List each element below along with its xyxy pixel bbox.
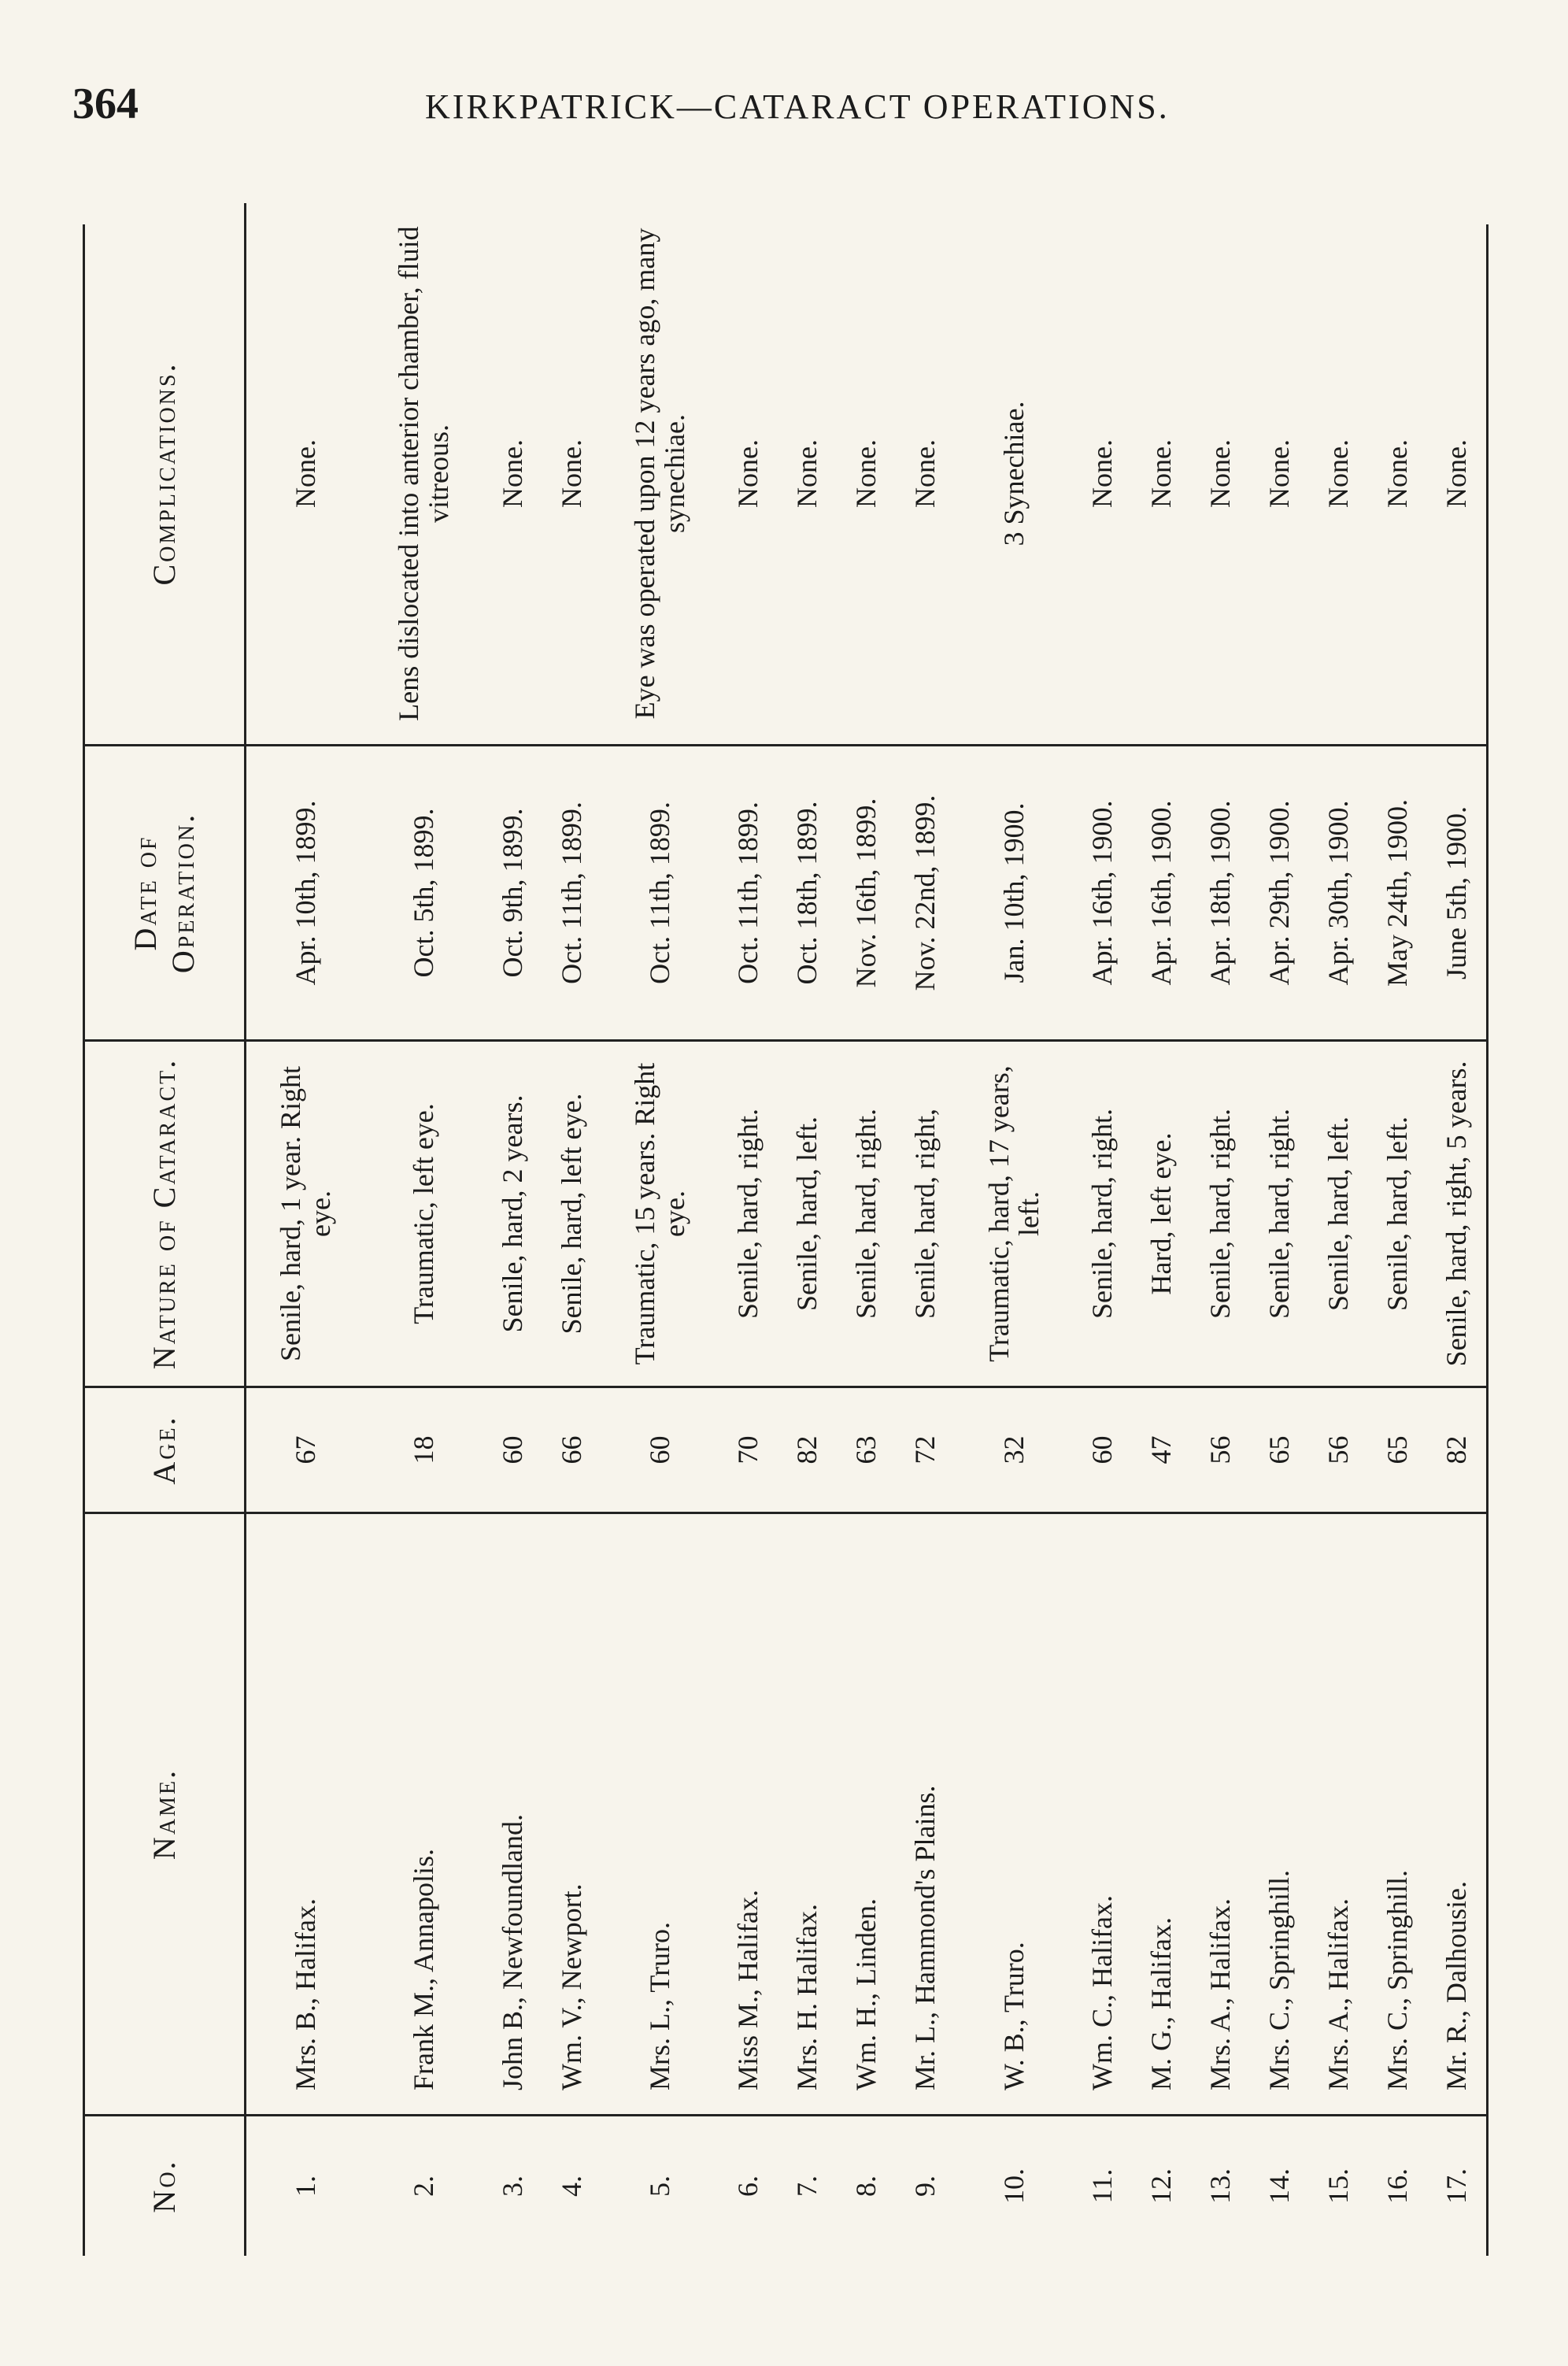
cell-nature: Senile, hard, left eye.	[542, 1041, 601, 1387]
cell-nature: Traumatic, left eye.	[365, 1041, 483, 1387]
cell-no: 6.	[732, 2175, 764, 2197]
cell-nature: Senile, hard, left.	[1309, 1041, 1368, 1387]
cell-date: Oct. 11th, 1899.	[542, 746, 601, 1041]
cell-nature: Senile, hard, right.	[719, 1041, 778, 1387]
table-row	[838, 203, 897, 2256]
cell-date: Apr. 18th, 1900.	[1191, 746, 1250, 1041]
cell-nature: Hard, left eye.	[1132, 1041, 1191, 1387]
cell-age: 18	[365, 1387, 483, 1513]
table-row	[1368, 203, 1427, 2256]
cell-age: 60	[1073, 1387, 1132, 1513]
running-head: KIRKPATRICK—CATARACT OPERATIONS.	[425, 87, 1170, 126]
cell-complications: None.	[246, 203, 366, 746]
cataract-operations-table	[83, 224, 1488, 2256]
cell-age: 65	[1368, 1387, 1427, 1513]
cell-nature: Senile, hard, right.	[1250, 1041, 1309, 1387]
cell-complications: None.	[1368, 203, 1427, 746]
cell-name: John B., Newfoundland.	[483, 1513, 542, 2116]
cell-name: Mrs. H. Halifax.	[778, 1513, 838, 2116]
cell-date: May 24th, 1900.	[1368, 746, 1427, 1041]
table-row	[1191, 203, 1250, 2256]
table-row	[1073, 203, 1132, 2256]
cell-age: 32	[956, 1387, 1074, 1513]
cell-age: 63	[838, 1387, 897, 1513]
table-row	[365, 203, 483, 2256]
table-row	[1132, 203, 1191, 2256]
cell-nature: Senile, hard, right.	[838, 1041, 897, 1387]
cell-complications: None.	[483, 203, 542, 746]
cell-age: 60	[483, 1387, 542, 1513]
table-body	[246, 203, 1487, 2256]
cell-complications: None.	[1191, 203, 1250, 746]
cell-no: 10.	[997, 2168, 1030, 2204]
cell-date: Apr. 29th, 1900.	[1250, 746, 1309, 1041]
header-date-line2: Operation.	[165, 812, 201, 974]
cell-no: 15.	[1322, 2168, 1354, 2204]
cell-no: 12.	[1145, 2168, 1177, 2204]
cell-nature: Senile, hard, right.	[1073, 1041, 1132, 1387]
table-row	[897, 203, 956, 2256]
cell-complications: None.	[778, 203, 838, 746]
page-number: 364	[72, 80, 139, 128]
table-row	[1427, 203, 1486, 2256]
cell-age: 82	[778, 1387, 838, 1513]
cell-no: 2.	[408, 2175, 440, 2197]
cell-name: Mrs. A., Halifax.	[1191, 1513, 1250, 2116]
cell-age: 47	[1132, 1387, 1191, 1513]
table-row	[601, 203, 719, 2256]
cell-date: Apr. 16th, 1900.	[1132, 746, 1191, 1041]
cell-complications: None.	[542, 203, 601, 746]
cell-complications: 3 Synechiae.	[956, 203, 1074, 746]
cell-age: 67	[246, 1387, 366, 1513]
cell-no: 9.	[909, 2175, 941, 2197]
cell-date: Nov. 16th, 1899.	[838, 746, 897, 1041]
table-row	[719, 203, 778, 2256]
cell-no: 11.	[1086, 2168, 1118, 2204]
table-row	[483, 203, 542, 2256]
header-name: Name.	[85, 1513, 246, 2116]
cell-complications: None.	[719, 203, 778, 746]
cell-date: Nov. 22nd, 1899.	[897, 746, 956, 1041]
header-nature: Nature of Cataract.	[85, 1041, 246, 1387]
cell-complications: None.	[1309, 203, 1368, 746]
cell-age: 65	[1250, 1387, 1309, 1513]
cell-name: Wm. V., Newport.	[542, 1513, 601, 2116]
header-no: No.	[85, 2116, 246, 2257]
cell-no: 1.	[289, 2175, 321, 2197]
cell-age: 72	[897, 1387, 956, 1513]
cell-nature: Senile, hard, left.	[778, 1041, 838, 1387]
cell-no: 7.	[791, 2175, 823, 2197]
cell-name: Miss M., Halifax.	[719, 1513, 778, 2116]
cell-date: Oct. 5th, 1899.	[365, 746, 483, 1041]
cell-no: 8.	[850, 2175, 882, 2197]
cell-name: Mr. L., Hammond's Plains.	[897, 1513, 956, 2116]
cell-nature: Senile, hard, right, 5 years.	[1427, 1041, 1486, 1387]
cell-date: Oct. 11th, 1899.	[719, 746, 778, 1041]
cell-complications: None.	[1427, 203, 1486, 746]
table-row	[1250, 203, 1309, 2256]
cell-name: Mrs. C., Springhill.	[1368, 1513, 1427, 2116]
table-row	[956, 203, 1074, 2256]
table-row	[1309, 203, 1368, 2256]
cell-age: 56	[1309, 1387, 1368, 1513]
cell-no: 17.	[1440, 2168, 1472, 2204]
header-age: Age.	[85, 1387, 246, 1513]
cell-nature: Senile, hard, 2 years.	[483, 1041, 542, 1387]
cell-name: W. B., Truro.	[956, 1513, 1074, 2116]
cell-nature: Senile, hard, 1 year. Right eye.	[246, 1041, 366, 1387]
cell-name: Mrs. B., Halifax.	[246, 1513, 366, 2116]
cell-name: Wm. C., Halifax.	[1073, 1513, 1132, 2116]
cell-name: Mrs. A., Halifax.	[1309, 1513, 1368, 2116]
cell-date: Apr. 10th, 1899.	[246, 746, 366, 1041]
cell-complications: None.	[1132, 203, 1191, 746]
header-date-line1: Date of	[128, 835, 163, 951]
table-row	[542, 203, 601, 2256]
cell-name: Mr. R., Dalhousie.	[1427, 1513, 1486, 2116]
cell-no: 3.	[496, 2175, 528, 2197]
header-complications: Complications.	[85, 203, 246, 746]
cell-nature: Senile, hard, left.	[1368, 1041, 1427, 1387]
cell-name: Mrs. L., Truro.	[601, 1513, 719, 2116]
table-grid	[85, 203, 1486, 2256]
cell-complications: None.	[1073, 203, 1132, 746]
cell-age: 56	[1191, 1387, 1250, 1513]
cell-name: Frank M., Annapolis.	[365, 1513, 483, 2116]
cell-no: 14.	[1263, 2168, 1295, 2204]
cell-date: Apr. 16th, 1900.	[1073, 746, 1132, 1041]
cell-date: Apr. 30th, 1900.	[1309, 746, 1368, 1041]
cell-complications: Eye was operated upon 12 years ago, many synechiae.	[601, 203, 719, 746]
cell-no: 5.	[644, 2175, 676, 2197]
table-row	[246, 203, 366, 2256]
cell-nature: Senile, hard, right.	[1191, 1041, 1250, 1387]
cell-complications: None.	[1250, 203, 1309, 746]
cell-date: June 5th, 1900.	[1427, 746, 1486, 1041]
cell-date: Oct. 11th, 1899.	[601, 746, 719, 1041]
cell-no: 4.	[555, 2175, 587, 2197]
cell-nature: Senile, hard, right,	[897, 1041, 956, 1387]
cell-age: 66	[542, 1387, 601, 1513]
cell-date: Oct. 18th, 1899.	[778, 746, 838, 1041]
cell-no: 13.	[1204, 2168, 1236, 2204]
cell-no: 16.	[1381, 2168, 1413, 2204]
cell-complications: Lens dislocated into anterior chamber, fluid vitreous.	[365, 203, 483, 746]
cell-age: 82	[1427, 1387, 1486, 1513]
header-date	[85, 746, 246, 1041]
cell-nature: Traumatic, hard, 17 years, left.	[956, 1041, 1074, 1387]
cell-age: 60	[601, 1387, 719, 1513]
cell-nature: Traumatic, 15 years. Right eye.	[601, 1041, 719, 1387]
cell-date: Oct. 9th, 1899.	[483, 746, 542, 1041]
cell-complications: None.	[897, 203, 956, 746]
cell-date: Jan. 10th, 1900.	[956, 746, 1074, 1041]
cell-complications: None.	[838, 203, 897, 746]
cell-name: Wm. H., Linden.	[838, 1513, 897, 2116]
table-row	[778, 203, 838, 2256]
cell-name: Mrs. C., Springhill.	[1250, 1513, 1309, 2116]
header-row	[85, 203, 246, 2256]
cell-name: M. G., Halifax.	[1132, 1513, 1191, 2116]
cell-age: 70	[719, 1387, 778, 1513]
